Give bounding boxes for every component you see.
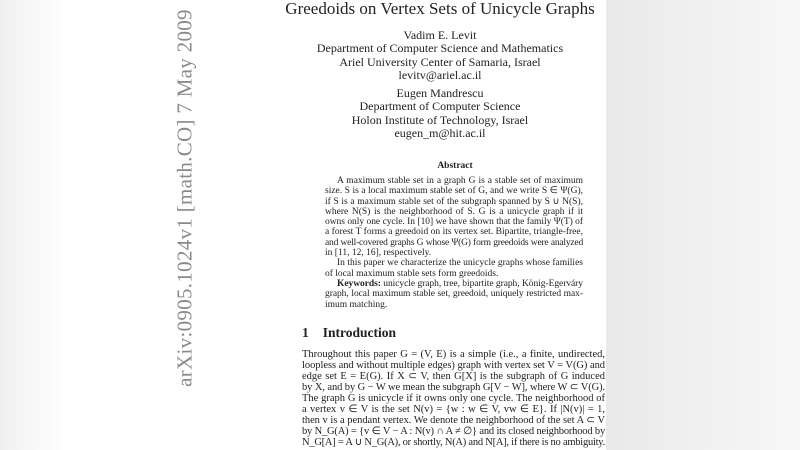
body-line: then v is a pendant vertex. We denote the neighborhood of the set A ⊂ V [302, 415, 605, 426]
keywords-line: graph, local maximum stable set, greedoid, uniquely restricted max- [325, 289, 583, 300]
abstract-heading: Abstract [437, 161, 473, 171]
abstract-line: and well-covered graphs G whose Ψ(G) form greedoids were analyzed [325, 237, 583, 248]
keywords-line: imum matching. [325, 299, 388, 310]
body-line: a vertex v ∈ V is the set N(v) = {w : w ∈ V, vw ∈ E}. If |N(v)| = 1, [302, 404, 605, 415]
section-title: Introduction [322, 325, 397, 340]
abstract-line: in [11, 12, 16], respectively. [325, 248, 432, 259]
abstract-line: if S is a maximum stable set of the subgraph spanned by S ∪ N(S), [325, 196, 583, 207]
abstract-line: size. S is a local maximum stable set of G, and we write S ∈ Ψ(G), [325, 186, 583, 197]
abstract-line: A maximum stable set in a graph G is a stable set of maximum [337, 176, 583, 186]
body-line: by N_G(A) = {v ∈ V − A : N(v) ∩ A ≠ ∅} and its closed neighborhood by [302, 426, 605, 437]
section-heading [302, 325, 410, 341]
keywords-label: Keywords: [337, 278, 381, 289]
author-affiliation: Ariel University Center of Samaria, Israel [339, 54, 541, 69]
author-email: levitv@ariel.ac.il [398, 67, 482, 82]
arxiv-stamp: arXiv:0905.1024v1 [math.CO] 7 May 2009 [172, 9, 197, 387]
body-line: loopless and without multiple edges) graph with vertex set V = V(G) and [302, 360, 605, 371]
body-line: N_G[A] = A ∪ N_G(A), or shortly, N(A) and N[A], if there is no ambiguity. [302, 437, 605, 448]
author-email: eugen_m@hit.ac.il [394, 126, 486, 141]
abstract-line: owns only one cycle. In [10] we have shown that the family Ψ(T) of [325, 217, 583, 228]
body-line: edge set E = E(G). If X ⊂ V, then G[X] is the subgraph of G induced [302, 371, 605, 382]
keywords-line [325, 279, 583, 289]
authors-block [240, 29, 640, 140]
body-line: Throughout this paper G = (V, E) is a simple (i.e., a finite, undirected, [302, 349, 605, 360]
author-affiliation: Department of Computer Science and Mathematics [316, 41, 564, 56]
section-number: 1 [302, 325, 309, 340]
body-line: The graph G is unicycle if it owns only one cycle. The neighborhood of [302, 393, 605, 404]
abstract-line: In this paper we characterize the unicycle graphs whose families [337, 258, 583, 269]
abstract-line: a forest T forms a greedoid on its vertex set. Bipartite, triangle-free, [325, 227, 583, 238]
keywords-text: unicycle graph, tree, bipartite graph, König-Egerváry [380, 278, 583, 289]
author-name: Vadim E. Levit [403, 28, 477, 42]
left-margin [0, 0, 70, 450]
author-affiliation: Department of Computer Science [359, 99, 521, 114]
introduction-body [302, 349, 605, 448]
body-line: by X, and by G − W we mean the subgraph G[V − W], where W ⊂ V(G). [302, 382, 605, 393]
author-name: Eugen Mandrescu [396, 86, 484, 101]
abstract-line: of local maximum stable sets form greedoids. [325, 268, 499, 279]
paper-title: Greedoids on Vertex Sets of Unicycle Graphs [285, 0, 595, 18]
abstract-line: where N(S) is the neighborhood of S. G is a unicycle graph if it [325, 206, 583, 217]
author-affiliation: Holon Institute of Technology, Israel [351, 112, 529, 127]
abstract [325, 176, 583, 310]
